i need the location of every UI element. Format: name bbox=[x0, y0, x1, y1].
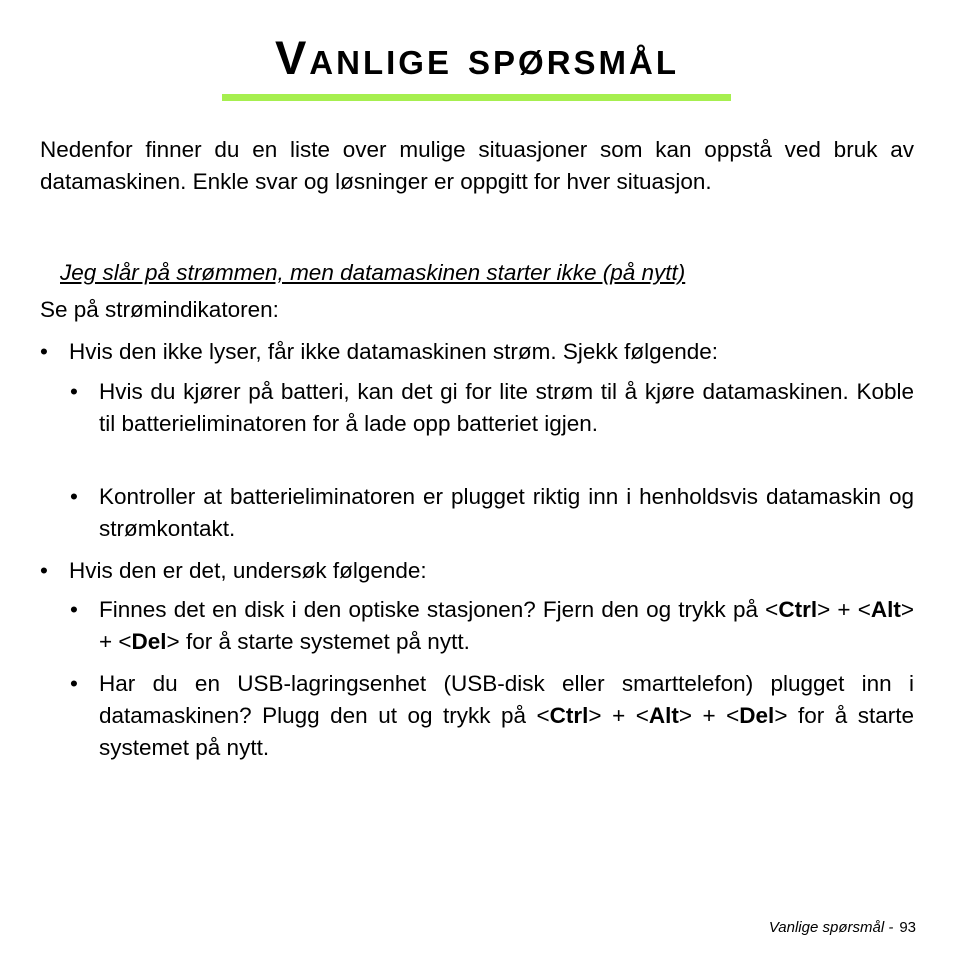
list-item-text: Finnes det en disk i den optiske stasjonen? Fjern den og trykk på bbox=[99, 597, 758, 622]
list-item-text: Kontroller at batterieliminatoren er plugget riktig inn i henholdsvis datamaskin og strømkontakt. bbox=[99, 484, 914, 541]
question-heading: Jeg slår på strømmen, men datamaskinen starter ikke (på nytt) bbox=[60, 260, 686, 285]
intro-paragraph: Nedenfor finner du en liste over mulige situasjoner som kan oppstå ved bruk av datamaskinen. Enkle svar og løsninger er oppgitt for hver situasjon. bbox=[40, 137, 914, 194]
key-ctrl: Ctrl bbox=[549, 703, 589, 728]
key-alt: Alt bbox=[648, 703, 679, 728]
key-del: Del bbox=[131, 629, 167, 654]
bullet-marker: • bbox=[70, 597, 78, 622]
key-del: Del bbox=[739, 703, 775, 728]
bullet-marker: • bbox=[40, 558, 48, 583]
list-item bbox=[40, 555, 914, 587]
lead-text: Se på strømindikatoren: bbox=[40, 297, 279, 322]
list-item-text-end: for å starte systemet på nytt. bbox=[185, 629, 470, 654]
list-item bbox=[70, 376, 914, 440]
page-number: 93 bbox=[899, 919, 916, 936]
title-underline bbox=[222, 94, 731, 101]
list-item: • Finnes det en disk i den optiske stasjonen? Fjern den og trykk på <Ctrl> + <Alt> + <Del> for å starte systemet på nytt. bbox=[99, 594, 914, 658]
bullet-marker: • bbox=[70, 379, 78, 404]
list-item-text: Har du en USB-lagringsenhet (USB-disk eller smarttelefon) plugget inn i datamaskinen? Plugg den ut og trykk på bbox=[99, 671, 914, 728]
list-item bbox=[40, 336, 914, 368]
key-ctrl: Ctrl bbox=[778, 597, 818, 622]
list-item-text: Hvis du kjører på batteri, kan det gi for lite strøm til å kjøre datamaskinen. Koble til batterieliminatoren for å lade opp batteriet igjen. bbox=[99, 379, 914, 436]
title-rest: anlige spørsmål bbox=[309, 31, 680, 84]
key-alt: Alt bbox=[870, 597, 901, 622]
list-item: • Har du en USB-lagringsenhet (USB-disk eller smarttelefon) plugget inn i datamaskinen? Plugg den ut og trykk på <Ctrl> + <Alt> + <Del> for å starte systemet på nytt. bbox=[99, 668, 914, 764]
bullet-marker: • bbox=[70, 484, 78, 509]
bullet-marker: • bbox=[70, 671, 78, 696]
list-item-text: Hvis den ikke lyser, får ikke datamaskinen strøm. Sjekk følgende: bbox=[69, 339, 718, 364]
footer-label: Vanlige spørsmål - bbox=[768, 919, 894, 936]
list-item bbox=[70, 481, 914, 545]
page-footer bbox=[769, 918, 916, 938]
list-item-text-end: for å starte systemet på nytt. bbox=[99, 703, 915, 760]
bullet-marker: • bbox=[40, 339, 48, 364]
list-item-text: Hvis den er det, undersøk følgende: bbox=[69, 558, 427, 583]
page-title bbox=[0, 30, 954, 86]
title-initial: V bbox=[274, 31, 310, 84]
